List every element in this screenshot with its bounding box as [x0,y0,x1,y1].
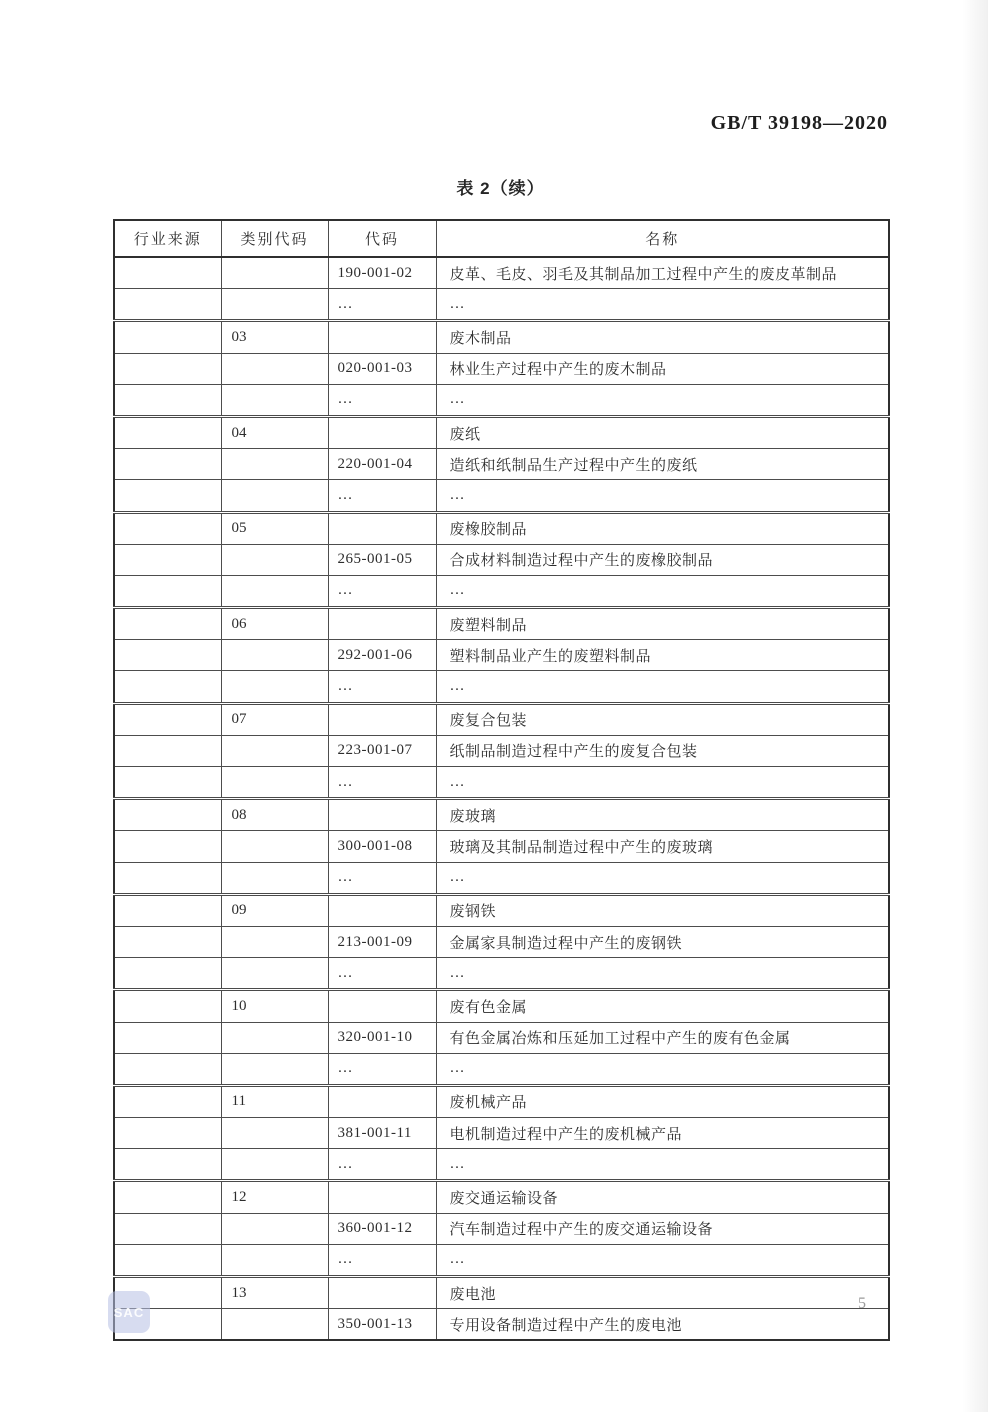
table-row [114,1244,889,1276]
watermark-logo [108,1291,150,1333]
cell-category [221,1213,328,1244]
cell-name: 废玻璃 [436,799,889,831]
cell-name: 废纸 [436,416,889,448]
cell-name: … [436,671,889,703]
table-row [114,384,889,416]
table-row [114,289,889,321]
cell-industry [114,767,221,799]
cell-category: 08 [221,799,328,831]
cell-category [221,640,328,671]
cell-industry [114,1149,221,1181]
header-row [114,220,889,257]
cell-code [328,703,436,735]
table-row [114,640,889,671]
cell-name: 废木制品 [436,321,889,353]
cell-name: 废有色金属 [436,990,889,1022]
table-row [114,926,889,957]
cell-industry [114,480,221,512]
table-row [114,1022,889,1053]
cell-industry [114,449,221,480]
cell-category: 03 [221,321,328,353]
cell-code: 190-001-02 [328,257,436,289]
cell-code: 213-001-09 [328,926,436,957]
col-header-industry-source: 行业来源 [114,220,221,257]
cell-category: 05 [221,512,328,544]
cell-category [221,958,328,990]
table-row [114,575,889,607]
cell-industry [114,257,221,289]
standard-number: GB/T 39198—2020 [710,112,888,134]
cell-industry [114,862,221,894]
cell-code: 350-001-13 [328,1309,436,1341]
cell-category [221,353,328,384]
classification-table [113,219,890,1341]
table-row [114,480,889,512]
table-body [114,257,889,1340]
table-row [114,862,889,894]
table-row [114,671,889,703]
page-number: 5 [858,1295,866,1312]
table-row [114,799,889,831]
cell-code: … [328,862,436,894]
cell-category: 13 [221,1277,328,1309]
table-row [114,1085,889,1117]
cell-name: 废机械产品 [436,1085,889,1117]
table-row [114,321,889,353]
table-row [114,353,889,384]
cell-industry [114,608,221,640]
cell-code: 320-001-10 [328,1022,436,1053]
watermark-text: SAC [113,1304,145,1320]
table-row [114,735,889,766]
cell-category [221,257,328,289]
cell-name: … [436,480,889,512]
cell-category [221,831,328,862]
cell-code: … [328,1149,436,1181]
table-row [114,990,889,1022]
cell-code [328,512,436,544]
table-row [114,544,889,575]
table-title: 表 2（续） [456,179,545,198]
cell-name: 专用设备制造过程中产生的废电池 [436,1309,889,1341]
cell-code: … [328,289,436,321]
cell-industry [114,512,221,544]
cell-industry [114,1053,221,1085]
cell-code: … [328,958,436,990]
cell-category: 07 [221,703,328,735]
cell-category [221,926,328,957]
cell-code [328,608,436,640]
cell-code: 381-001-11 [328,1118,436,1149]
cell-name: 废交通运输设备 [436,1181,889,1213]
cell-industry [114,544,221,575]
cell-category [221,1149,328,1181]
cell-name: … [436,289,889,321]
cell-category [221,384,328,416]
cell-code [328,1277,436,1309]
table-row [114,416,889,448]
cell-name: … [436,575,889,607]
cell-code: 292-001-06 [328,640,436,671]
table-row [114,767,889,799]
cell-category [221,480,328,512]
table-row [114,703,889,735]
cell-category [221,1244,328,1276]
cell-name: 汽车制造过程中产生的废交通运输设备 [436,1213,889,1244]
cell-name: 废钢铁 [436,894,889,926]
cell-name: … [436,767,889,799]
cell-code: 220-001-04 [328,449,436,480]
cell-category [221,671,328,703]
cell-code: 020-001-03 [328,353,436,384]
cell-code: 360-001-12 [328,1213,436,1244]
table-row [114,1118,889,1149]
cell-category [221,575,328,607]
cell-industry [114,1118,221,1149]
cell-name: … [436,862,889,894]
cell-code: … [328,480,436,512]
cell-industry [114,990,221,1022]
cell-name: … [436,1149,889,1181]
cell-category [221,449,328,480]
cell-industry [114,1181,221,1213]
cell-industry [114,416,221,448]
cell-industry [114,799,221,831]
cell-industry [114,1244,221,1276]
cell-code: … [328,1053,436,1085]
table-row [114,894,889,926]
cell-name: 废电池 [436,1277,889,1309]
cell-name: 皮革、毛皮、羽毛及其制品加工过程中产生的废皮革制品 [436,257,889,289]
cell-industry [114,640,221,671]
cell-category [221,544,328,575]
cell-name: 有色金属冶炼和压延加工过程中产生的废有色金属 [436,1022,889,1053]
cell-category: 12 [221,1181,328,1213]
cell-category: 11 [221,1085,328,1117]
cell-category [221,1053,328,1085]
cell-name: 金属家具制造过程中产生的废钢铁 [436,926,889,957]
cell-code: … [328,767,436,799]
cell-code: 300-001-08 [328,831,436,862]
col-header-code: 代码 [328,220,436,257]
cell-category [221,767,328,799]
cell-industry [114,1022,221,1053]
cell-category: 06 [221,608,328,640]
cell-industry [114,384,221,416]
cell-name: … [436,958,889,990]
cell-code [328,799,436,831]
table-row [114,1181,889,1213]
cell-industry [114,321,221,353]
cell-name: 电机制造过程中产生的废机械产品 [436,1118,889,1149]
cell-industry [114,289,221,321]
cell-code: 223-001-07 [328,735,436,766]
cell-code [328,416,436,448]
table-row [114,512,889,544]
cell-category [221,1309,328,1341]
cell-category: 10 [221,990,328,1022]
col-header-name: 名称 [436,220,889,257]
cell-industry [114,831,221,862]
cell-category: 09 [221,894,328,926]
cell-category [221,735,328,766]
cell-industry [114,735,221,766]
table-row [114,1309,889,1341]
cell-name: 纸制品制造过程中产生的废复合包装 [436,735,889,766]
cell-code: … [328,671,436,703]
cell-code: … [328,1244,436,1276]
table-row [114,1053,889,1085]
cell-code [328,894,436,926]
cell-name: 塑料制品业产生的废塑料制品 [436,640,889,671]
table-row [114,449,889,480]
cell-category [221,1118,328,1149]
table-row [114,958,889,990]
cell-name: … [436,1053,889,1085]
col-header-category-code: 类别代码 [221,220,328,257]
cell-name: 造纸和纸制品生产过程中产生的废纸 [436,449,889,480]
cell-name: 合成材料制造过程中产生的废橡胶制品 [436,544,889,575]
table-row [114,831,889,862]
cell-name: 废橡胶制品 [436,512,889,544]
cell-name: 玻璃及其制品制造过程中产生的废玻璃 [436,831,889,862]
cell-industry [114,671,221,703]
cell-code: 265-001-05 [328,544,436,575]
cell-name: … [436,384,889,416]
cell-code: … [328,384,436,416]
cell-code [328,1085,436,1117]
cell-category: 04 [221,416,328,448]
cell-industry [114,894,221,926]
cell-industry [114,1085,221,1117]
cell-name: 废塑料制品 [436,608,889,640]
table-row [114,1213,889,1244]
cell-code: … [328,575,436,607]
cell-name: 林业生产过程中产生的废木制品 [436,353,889,384]
cell-name: … [436,1244,889,1276]
cell-industry [114,1213,221,1244]
cell-industry [114,575,221,607]
cell-industry [114,353,221,384]
table-row [114,257,889,289]
cell-category [221,289,328,321]
cell-category [221,1022,328,1053]
cell-category [221,862,328,894]
cell-industry [114,958,221,990]
cell-industry [114,926,221,957]
table-row [114,608,889,640]
cell-industry [114,703,221,735]
cell-name: 废复合包装 [436,703,889,735]
cell-code [328,1181,436,1213]
table-row [114,1149,889,1181]
cell-code [328,321,436,353]
table-row [114,1277,889,1309]
cell-code [328,990,436,1022]
